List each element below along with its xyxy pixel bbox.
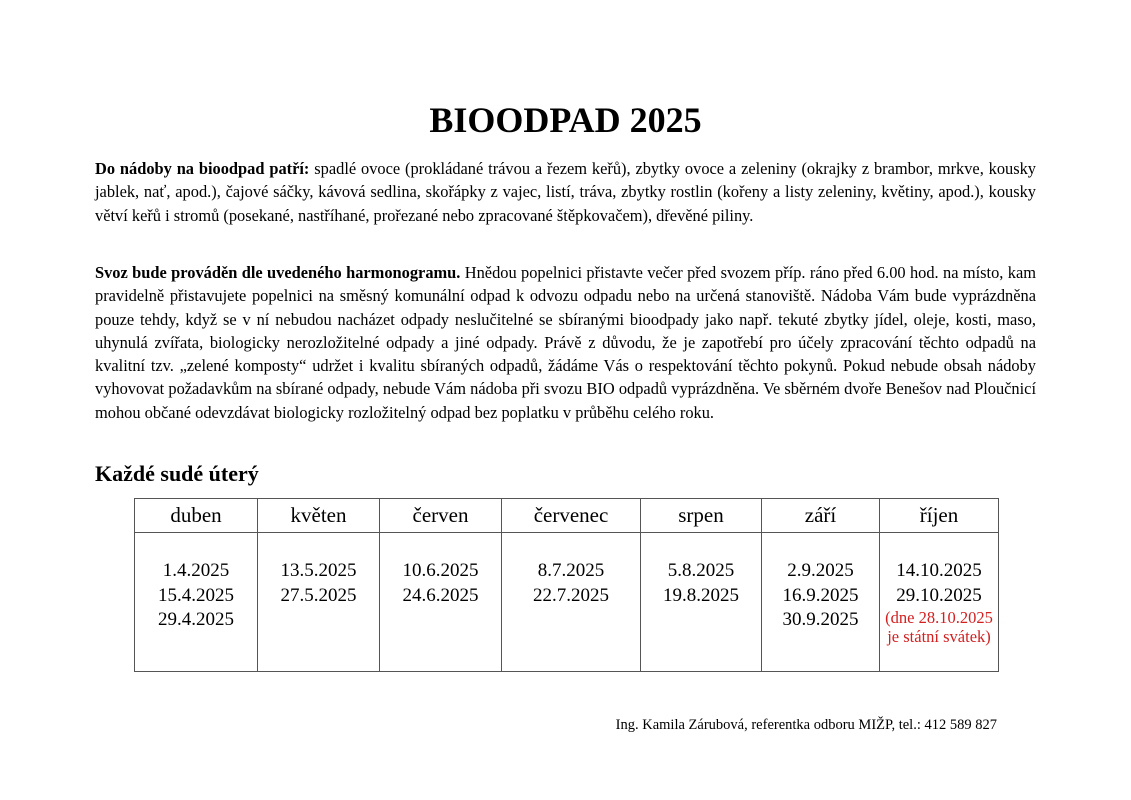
collection-date: 1.4.2025 xyxy=(162,560,230,581)
dates-cell-kveten xyxy=(258,533,380,672)
month-header: červen xyxy=(380,499,502,533)
schedule-dates-row xyxy=(135,533,999,672)
collection-date: 16.9.2025 xyxy=(782,584,859,606)
dates-cell-cerven xyxy=(380,533,502,672)
dates-cell-rijen xyxy=(880,533,999,672)
dates-cell-zari xyxy=(762,533,880,672)
month-header: září xyxy=(762,499,880,533)
paragraph-collection-rules-lead: Svoz bude prováděn dle uvedeného harmonogramu. xyxy=(95,263,461,282)
collection-date: 2.9.2025 xyxy=(787,560,854,581)
collection-date: 14.10.2025 xyxy=(896,560,982,581)
collection-date: 27.5.2025 xyxy=(280,584,357,606)
holiday-note: (dne 28.10.2025 je státní svátek) xyxy=(885,608,993,646)
month-header: srpen xyxy=(641,499,762,533)
collection-date: 10.6.2025 xyxy=(402,560,479,581)
month-header: duben xyxy=(135,499,258,533)
paragraph-allowed-waste-text: spadlé ovoce (prokládané trávou a řezem keřů), zbytky ovoce a zeleniny (okrajky z brambor, mrkve, kousky jablek, nať, apod.), čajové sáčky, kávová sedlina, skořápky z vajec, listí, tráva, zbytky rostlin (kořeny a listy zeleniny, květiny, apod.), kousky větví keřů i stromů (posekané, nastříhané, prořezané nebo zpracované štěpkovačem), dřevěné piliny. xyxy=(95,159,1037,225)
collection-date: 5.8.2025 xyxy=(667,560,735,581)
schedule-heading: Každé sudé úterý xyxy=(95,461,259,486)
paragraph-allowed-waste-lead: Do nádoby na bioodpad patří: xyxy=(95,159,310,178)
collection-date: 29.4.2025 xyxy=(158,609,234,630)
schedule-header-row xyxy=(135,499,999,533)
month-header: květen xyxy=(258,499,380,533)
collection-date: 29.10.2025 xyxy=(896,584,982,606)
collection-date: 13.5.2025 xyxy=(280,560,357,581)
contact-footer: Ing. Kamila Zárubová, referentka odboru MIŽP, tel.: 412 589 827 xyxy=(615,717,997,733)
paragraph-collection-rules-text: Hnědou popelnici přistavte večer před svozem příp. ráno před 6.00 hod. na místo, kam pravidelně přistavujete popelnici na směsný komunální odpad k odvozu odpadu nebo na určená stanoviště. Nádoba Vám bude vyprázdněna pouze tehdy, když se v ní nebudou nacházet odpady neslučitelné se sbíranými bioodpady jako např. tekuté zbytky jídel, oleje, kosti, maso, uhynulá zvířata, biologicky nerozložitelné odpady a jiné odpady. Právě z důvodu, že je zapotřebí pro účely zpracování těchto odpadů na kvalitní tzv. „zelené komposty“ udržet i kvalitu sbíraných odpadů, žádáme Vás o respektování těchto pokynů. Pokud nebude obsah nádoby vyhovovat požadavkům na sbírané odpady, nebude Vám nádoba při svozu BIO odpadů vyprázdněna. Ve sběrném dvoře Benešov nad Ploučnicí mohou občané odevzdávat biologicky rozložitelný odpad bez poplatku v průběhu celého roku. xyxy=(95,263,1037,422)
collection-date: 22.7.2025 xyxy=(533,584,609,606)
dates-cell-cervenec xyxy=(502,533,641,672)
collection-date: 19.8.2025 xyxy=(663,584,739,606)
dates-cell-srpen xyxy=(641,533,762,672)
page-title: BIOODPAD 2025 xyxy=(429,100,702,140)
collection-date: 15.4.2025 xyxy=(158,584,234,606)
collection-date: 30.9.2025 xyxy=(782,609,859,630)
collection-date: 24.6.2025 xyxy=(402,584,479,606)
month-header: červenec xyxy=(502,499,641,533)
dates-cell-duben xyxy=(135,533,258,672)
paragraph-allowed-waste xyxy=(95,157,1036,227)
collection-date: 8.7.2025 xyxy=(537,560,605,581)
month-header: říjen xyxy=(880,499,999,533)
schedule-table xyxy=(134,498,999,672)
paragraph-collection-rules xyxy=(95,261,1036,424)
